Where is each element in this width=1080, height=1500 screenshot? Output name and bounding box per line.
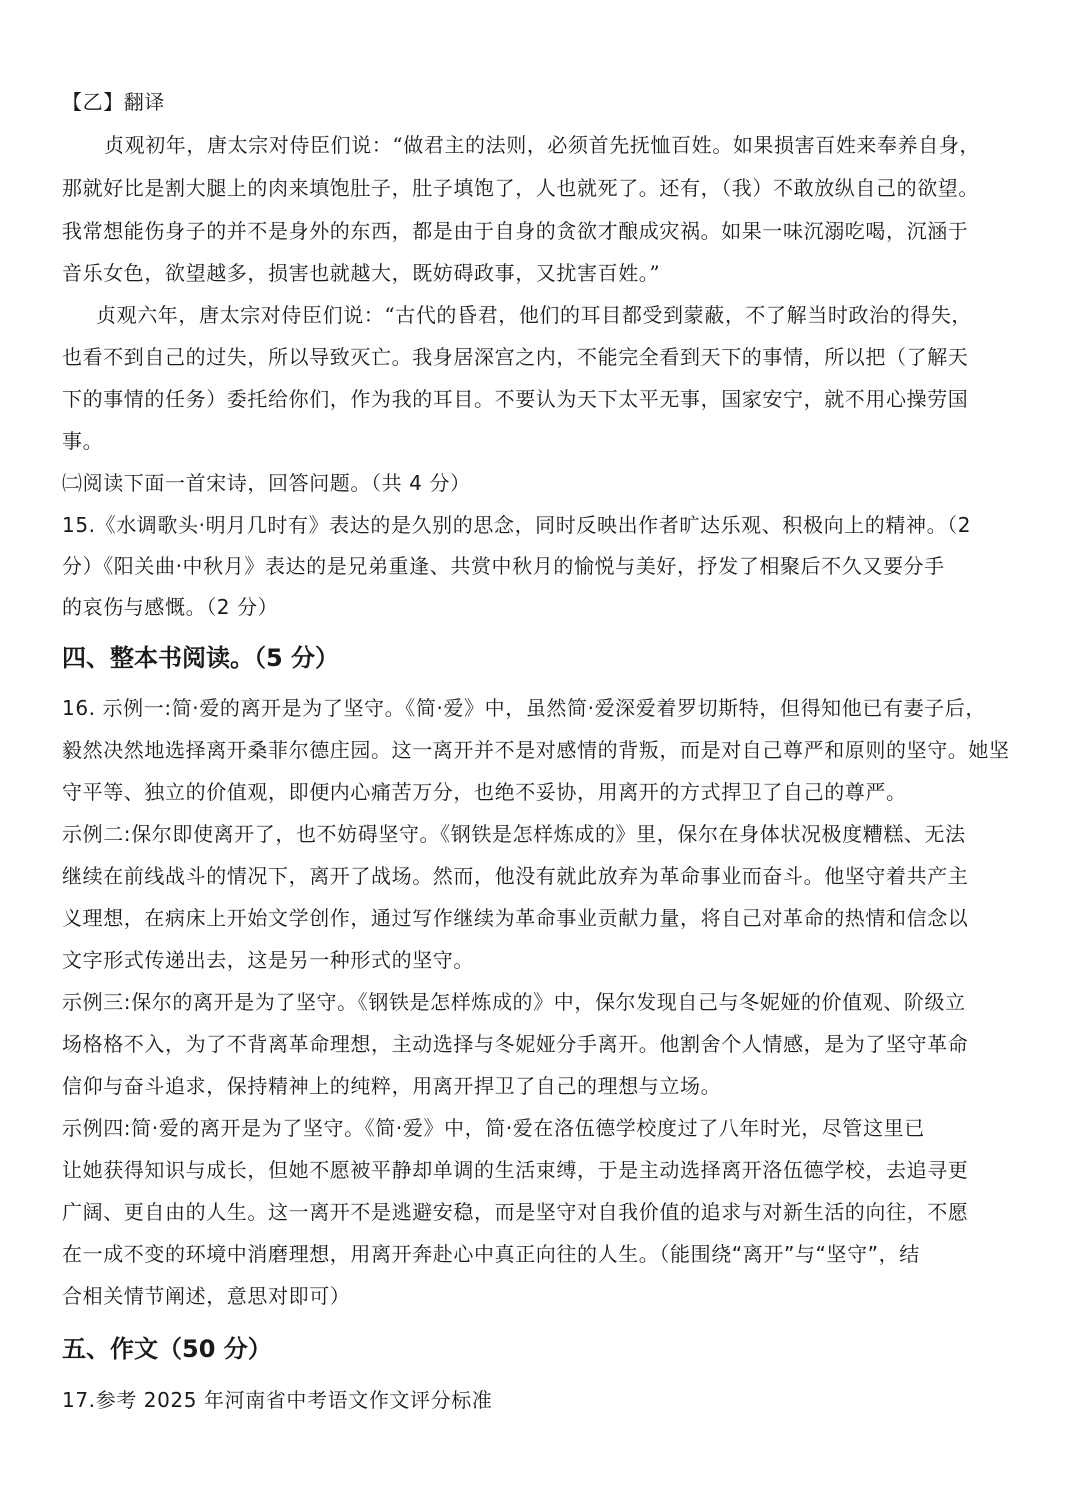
ex2-line3: 义理想，在病床上开始文学创作，通过写作继续为革命事业贡献力量，将自己对革命的热情和信念以 [62, 906, 969, 930]
para2-line1: 贞观六年，唐太宗对侍臣们说：“古代的昏君，他们的耳目都受到蒙蔽，不了解当时政治的得失， [96, 303, 973, 327]
ex4-line1: 示例四:简·爱的离开是为了坚守。《简·爱》中，简·爱在洛伍德学校度过了八年时光，尽管这里已 [62, 1116, 925, 1140]
ex4-line4: 在一成不变的环境中消磨理想，用离开奔赴心中真正向往的人生。（能围绕“离开”与“坚守”，结 [62, 1242, 920, 1266]
para1-line2: 那就好比是割大腿上的肉来填饱肚子，肚子填饱了，人也就死了。还有，（我）不敢放纵自己的欲望。 [62, 176, 979, 200]
q15-line2: 分）《阳关曲·中秋月》表达的是兄弟重逢、共赏中秋月的愉悦与美好，抒发了相聚后不久又要分手 [62, 554, 945, 578]
para2-line4: 事。 [62, 429, 104, 453]
poem-intro: ㈡阅读下面一首宋诗，回答问题。（共 4 分） [62, 471, 471, 495]
ex4-line3: 广阔、更自由的人生。这一离开不是逃避安稳，而是坚守对自我价值的追求与对新生活的向往，不愿 [62, 1200, 969, 1224]
section-four-heading: 四、整本书阅读。（5 分） [62, 644, 340, 672]
para2-line2: 也看不到自己的过失，所以导致灭亡。我身居深宫之内，不能完全看到天下的事情，所以把（了解天 [62, 345, 969, 369]
ex2-line4: 文字形式传递出去，这是另一种形式的坚守。 [62, 948, 474, 972]
para1-line4: 音乐女色，欲望越多，损害也就越大，既妨碍政事，又扰害百姓。” [62, 261, 661, 285]
q17-text: 17.参考 2025 年河南省中考语文作文评分标准 [62, 1388, 493, 1412]
section-yi-title: 【乙】翻译 [62, 90, 165, 114]
section-five-heading: 五、作文（50 分） [62, 1335, 272, 1363]
para1-line1: 贞观初年，唐太宗对侍臣们说：“做君主的法则，必须首先抚恤百姓。如果损害百姓来奉养自身， [104, 133, 981, 157]
ex4-line5: 合相关情节阐述，意思对即可） [62, 1284, 351, 1308]
ex1-line2: 毅然决然地选择离开桑菲尔德庄园。这一离开并不是对感情的背叛，而是对自己尊严和原则的坚守。她坚 [62, 738, 1010, 762]
ex2-line2: 继续在前线战斗的情况下，离开了战场。然而，他没有就此放弃为革命事业而奋斗。他坚守着共产主 [62, 864, 969, 888]
q15-line1: 15.《水调歌头·明月几时有》表达的是久别的思念，同时反映出作者旷达乐观、积极向上的精神。（2 [62, 513, 972, 537]
ex4-line2: 让她获得知识与成长，但她不愿被平静却单调的生活束缚，于是主动选择离开洛伍德学校，去追寻更 [62, 1158, 969, 1182]
ex2-line1: 示例二:保尔即使离开了，也不妨碍坚守。《钢铁是怎样炼成的》里，保尔在身体状况极度糟糕、无法 [62, 822, 966, 846]
para1-line3: 我常想能伤身子的并不是身外的东西，都是由于自身的贪欲才酿成灾祸。如果一味沉溺吃喝，沉涵于 [62, 219, 969, 243]
ex3-line2: 场格格不入，为了不背离革命理想，主动选择与冬妮娅分手离开。他割舍个人情感，是为了坚守革命 [62, 1032, 969, 1056]
q15-line3: 的哀伤与感慨。（2 分） [62, 595, 279, 619]
ex3-line3: 信仰与奋斗追求，保持精神上的纯粹，用离开捍卫了自己的理想与立场。 [62, 1074, 722, 1098]
ex3-line1: 示例三:保尔的离开是为了坚守。《钢铁是怎样炼成的》中，保尔发现自己与冬妮娅的价值观、阶级立 [62, 990, 966, 1014]
para2-line3: 下的事情的任务）委托给你们，作为我的耳目。不要认为天下太平无事，国家安宁，就不用心操劳国 [62, 387, 969, 411]
ex1-line3: 守平等、独立的价值观，即便内心痛苦万分，也绝不妥协，用离开的方式捍卫了自己的尊严。 [62, 780, 907, 804]
ex1-line1: 16. 示例一:简·爱的离开是为了坚守。《简·爱》中，虽然简·爱深爱着罗切斯特，但得知他已有妻子后， [62, 696, 986, 720]
